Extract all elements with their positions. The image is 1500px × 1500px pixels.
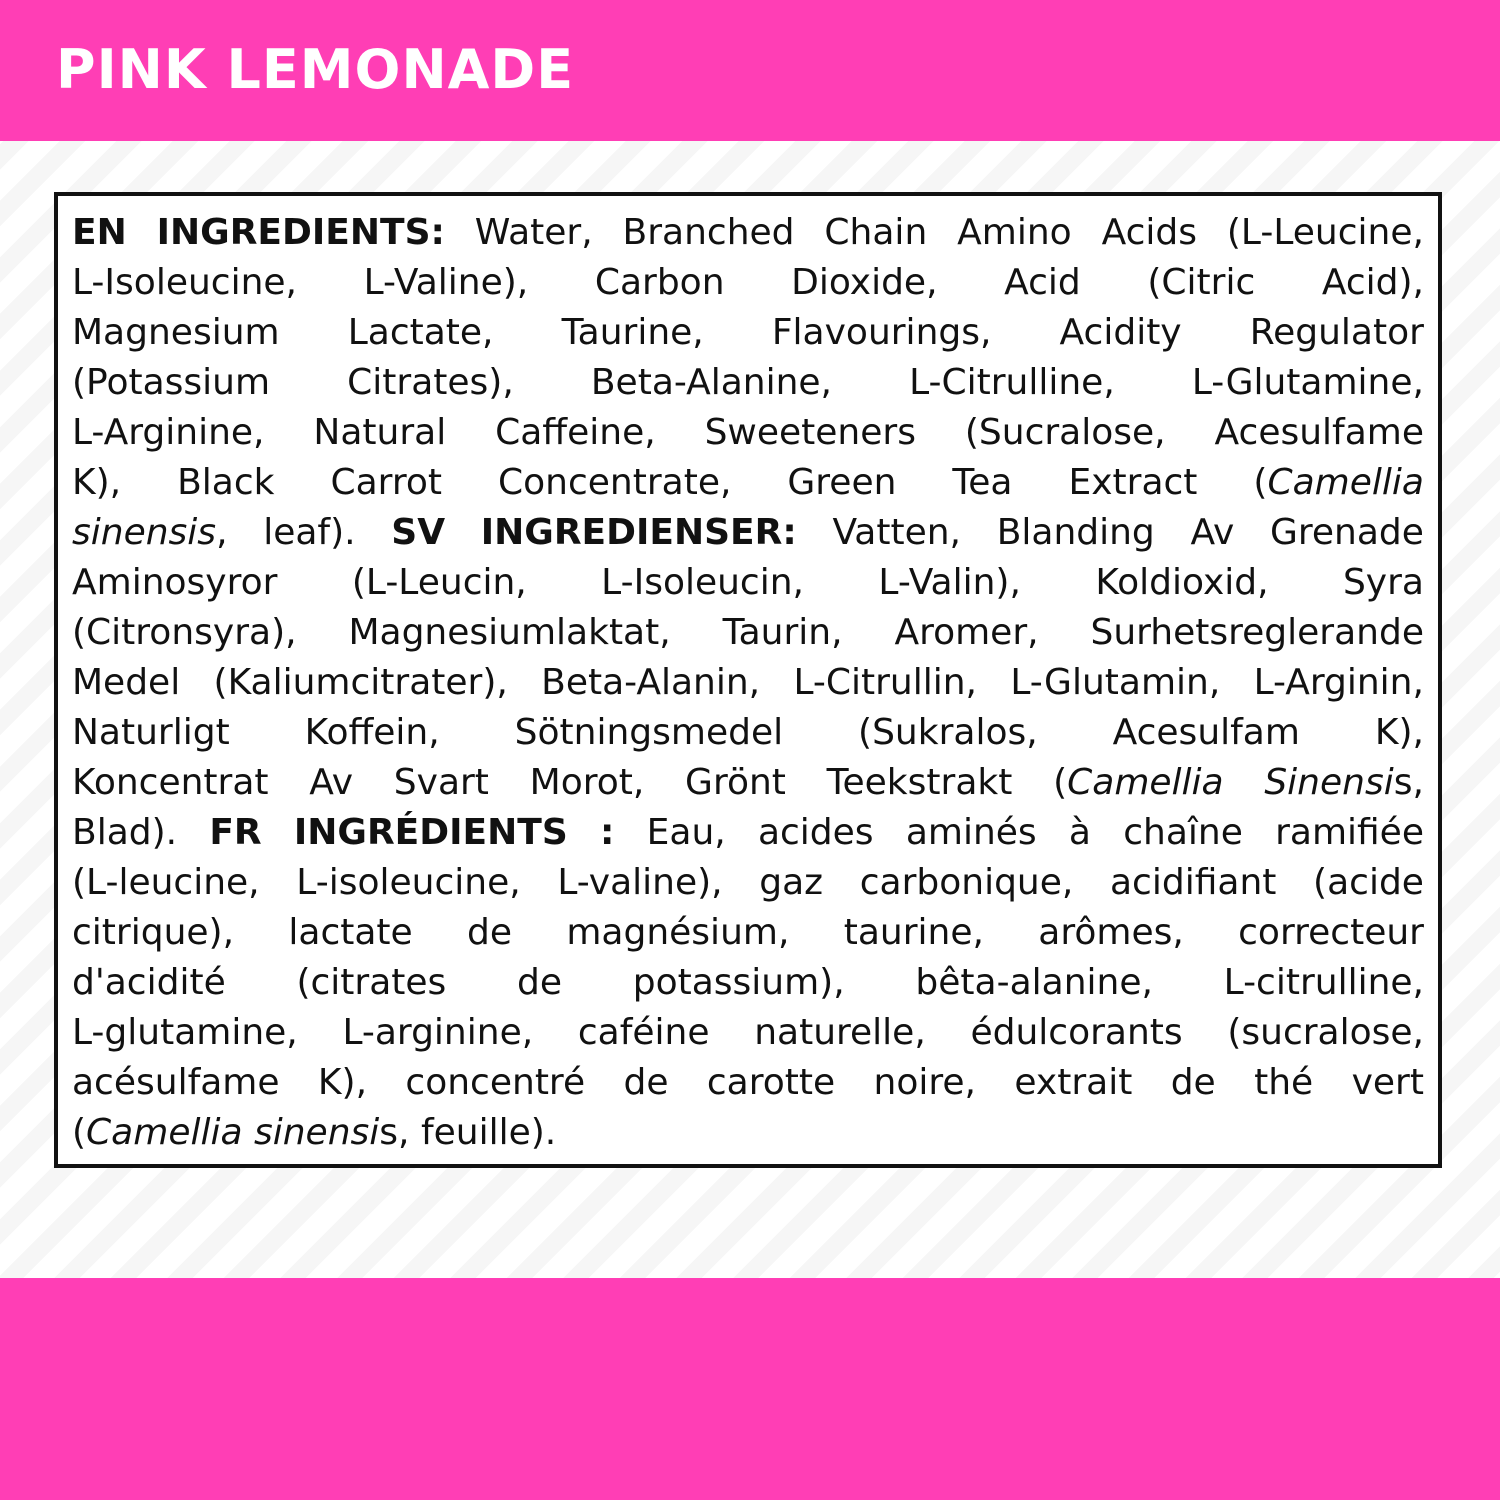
ingredients-word: (sucralose,	[1227, 1012, 1424, 1053]
ingredients-word: de	[517, 962, 563, 1003]
ingredients-line	[72, 1108, 1424, 1158]
ingredients-line	[72, 658, 1424, 708]
ingredients-word: noire,	[873, 1062, 976, 1103]
ingredients-word: (Kaliumcitrater),	[213, 662, 508, 703]
ingredients-word: FR	[209, 812, 262, 853]
ingredients-line	[72, 858, 1424, 908]
ingredients-line	[72, 308, 1424, 358]
ingredients-word: de	[1170, 1062, 1216, 1103]
ingredients-word: L-Glutamin,	[1010, 662, 1221, 703]
ingredients-line	[72, 208, 1424, 258]
ingredients-word: EN	[72, 212, 127, 253]
ingredients-word: Dioxide,	[791, 262, 938, 303]
ingredients-word: Caffeine,	[495, 412, 656, 453]
ingredients-word: thé	[1254, 1062, 1314, 1103]
ingredients-word: Chain	[824, 212, 928, 253]
ingredients-word: Sinensis,	[1264, 762, 1424, 803]
ingredients-word: magnésium,	[566, 912, 790, 953]
ingredients-word: acidifiant	[1110, 862, 1277, 903]
ingredients-word: INGRÉDIENTS	[293, 812, 568, 853]
ingredients-word: Natural	[313, 412, 447, 453]
ingredients-word: (L-Leucin,	[351, 562, 527, 603]
ingredients-line	[72, 958, 1424, 1008]
ingredients-word: lactate	[288, 912, 413, 953]
ingredients-word: Morot,	[529, 762, 645, 803]
ingredients-word: sinensis,	[72, 512, 228, 553]
ingredients-word: Carbon	[594, 262, 725, 303]
ingredients-word: INGREDIENSER:	[480, 512, 797, 553]
ingredients-word: Aminosyror	[72, 562, 278, 603]
ingredients-word: (citrates	[296, 962, 447, 1003]
ingredients-line	[72, 258, 1424, 308]
ingredients-word: Sötningsmedel	[514, 712, 784, 753]
ingredients-word: édulcorants	[970, 1012, 1183, 1053]
ingredients-word: acésulfame	[72, 1062, 280, 1103]
ingredients-word: Medel	[72, 662, 181, 703]
ingredients-word: de	[623, 1062, 669, 1103]
ingredients-panel	[54, 192, 1442, 1168]
ingredients-word: de	[467, 912, 513, 953]
ingredients-word: caféine	[577, 1012, 710, 1053]
ingredients-word: Citrates),	[347, 362, 514, 403]
ingredients-line	[72, 358, 1424, 408]
ingredients-word: arômes,	[1038, 912, 1184, 953]
ingredients-word: (Potassium	[72, 362, 271, 403]
ingredients-word: Sweeteners	[704, 412, 916, 453]
ingredients-word: sinensis,	[253, 1112, 410, 1153]
ingredients-word: (Citronsyra),	[72, 612, 297, 653]
ingredients-word: Acesulfame	[1214, 412, 1424, 453]
ingredients-word: extrait	[1014, 1062, 1133, 1103]
ingredients-word: Teekstrakt	[826, 762, 1013, 803]
ingredients-word: Blad).	[72, 812, 178, 853]
ingredients-word: potassium),	[632, 962, 845, 1003]
ingredients-word: Green	[787, 462, 897, 503]
ingredients-word: L-Glutamine,	[1191, 362, 1424, 403]
ingredients-word: feuille).	[420, 1112, 557, 1153]
ingredients-word: Branched	[622, 212, 795, 253]
ingredients-word: Acids	[1101, 212, 1197, 253]
ingredients-word: aminés	[905, 812, 1037, 853]
ingredients-word: L-Valine),	[363, 262, 529, 303]
ingredients-word: Aromer,	[894, 612, 1039, 653]
ingredients-word: (Camellia	[72, 1112, 243, 1153]
ingredients-word: (Sucralose,	[964, 412, 1166, 453]
ingredients-word: Grenade	[1270, 512, 1424, 553]
ingredients-line	[72, 608, 1424, 658]
ingredients-line	[72, 558, 1424, 608]
ingredients-word: carotte	[706, 1062, 836, 1103]
ingredients-word: INGREDIENTS:	[156, 212, 445, 253]
ingredients-word: Lactate,	[347, 312, 494, 353]
ingredients-word: L-Valin),	[878, 562, 1021, 603]
ingredients-word: Acesulfam	[1112, 712, 1300, 753]
ingredients-word: Koldioxid,	[1095, 562, 1269, 603]
ingredients-line	[72, 508, 1424, 558]
ingredients-word: L-arginine,	[342, 1012, 534, 1053]
ingredients-line	[72, 808, 1424, 858]
ingredients-line	[72, 1058, 1424, 1108]
ingredients-word: (L-leucine,	[72, 862, 260, 903]
ingredients-word: L-isoleucine,	[296, 862, 521, 903]
ingredients-word: Grönt	[685, 762, 786, 803]
ingredients-word: ramifiée	[1275, 812, 1424, 853]
ingredients-line	[72, 408, 1424, 458]
ingredients-word: Vatten,	[832, 512, 961, 553]
ingredients-word: correcteur	[1238, 912, 1424, 953]
bottom-banner	[0, 1278, 1500, 1500]
ingredients-word: L-glutamine,	[72, 1012, 298, 1053]
ingredients-word: Regulator	[1249, 312, 1424, 353]
ingredients-word: carbonique,	[859, 862, 1074, 903]
ingredients-word: Taurin,	[722, 612, 843, 653]
ingredients-word: Av	[309, 762, 354, 803]
product-flavor-title: PINK LEMONADE	[56, 38, 575, 101]
ingredients-line	[72, 708, 1424, 758]
ingredients-word: d'acidité	[72, 962, 226, 1003]
ingredients-word: :	[600, 812, 615, 853]
ingredients-word: leaf).	[263, 512, 356, 553]
ingredients-word: L-Isoleucine,	[72, 262, 297, 303]
ingredients-word: Taurine,	[561, 312, 704, 353]
ingredients-word: Beta-Alanin,	[541, 662, 761, 703]
ingredients-word: L-valine),	[557, 862, 723, 903]
ingredients-word: concentré	[405, 1062, 586, 1103]
ingredients-word: Magnesium	[72, 312, 280, 353]
ingredients-word: K),	[1374, 712, 1424, 753]
ingredients-word: Koffein,	[304, 712, 440, 753]
ingredients-word: Flavourings,	[771, 312, 992, 353]
ingredients-word: Svart	[393, 762, 489, 803]
ingredients-word: Amino	[957, 212, 1072, 253]
ingredients-word: Blanding	[996, 512, 1155, 553]
ingredients-word: bêta-alanine,	[915, 962, 1153, 1003]
ingredients-word: naturelle,	[754, 1012, 926, 1053]
ingredients-word: Acid),	[1321, 262, 1424, 303]
ingredients-word: K),	[317, 1062, 368, 1103]
ingredients-word: citrique),	[72, 912, 235, 953]
ingredients-word: Beta-Alanine,	[590, 362, 832, 403]
ingredients-word: Koncentrat	[72, 762, 269, 803]
ingredients-word: Carrot	[330, 462, 442, 503]
ingredients-word: Av	[1190, 512, 1235, 553]
ingredients-word: Water,	[474, 212, 593, 253]
ingredients-word: vert	[1351, 1062, 1424, 1103]
ingredients-word: Acidity	[1059, 312, 1182, 353]
ingredients-word: chaîne	[1123, 812, 1243, 853]
ingredients-word: gaz	[759, 862, 824, 903]
ingredients-line	[72, 458, 1424, 508]
ingredients-word: K),	[72, 462, 122, 503]
ingredients-word: Eau,	[646, 812, 726, 853]
ingredients-word: (Camellia	[1253, 462, 1424, 503]
ingredients-word: Acid	[1004, 262, 1081, 303]
ingredients-word: L-Citrulline,	[909, 362, 1115, 403]
top-banner	[0, 0, 1500, 141]
ingredients-word: (Camellia	[1053, 762, 1224, 803]
ingredients-word: Naturligt	[72, 712, 230, 753]
ingredients-word: L-Isoleucin,	[601, 562, 804, 603]
ingredients-word: taurine,	[843, 912, 984, 953]
ingredients-word: L-Arginine,	[72, 412, 265, 453]
ingredients-word: Concentrate,	[497, 462, 732, 503]
ingredients-word: L-citrulline,	[1223, 962, 1424, 1003]
ingredients-word: à	[1068, 812, 1091, 853]
ingredients-word: L-Citrullin,	[793, 662, 978, 703]
ingredients-word: (Citric	[1147, 262, 1256, 303]
ingredients-word: SV	[391, 512, 446, 553]
ingredients-word: Tea	[952, 462, 1013, 503]
ingredients-word: Magnesiumlaktat,	[348, 612, 671, 653]
ingredients-word: (L-Leucine,	[1226, 212, 1424, 253]
ingredients-word: (Sukralos,	[858, 712, 1038, 753]
ingredients-line	[72, 758, 1424, 808]
ingredients-word: L-Arginin,	[1253, 662, 1424, 703]
ingredients-word: Syra	[1342, 562, 1424, 603]
ingredients-word: (acide	[1313, 862, 1424, 903]
ingredients-word: Surhetsreglerande	[1090, 612, 1424, 653]
ingredients-line	[72, 908, 1424, 958]
ingredients-word: acides	[757, 812, 874, 853]
ingredients-word: Black	[177, 462, 275, 503]
ingredients-line	[72, 1008, 1424, 1058]
ingredients-word: Extract	[1068, 462, 1198, 503]
